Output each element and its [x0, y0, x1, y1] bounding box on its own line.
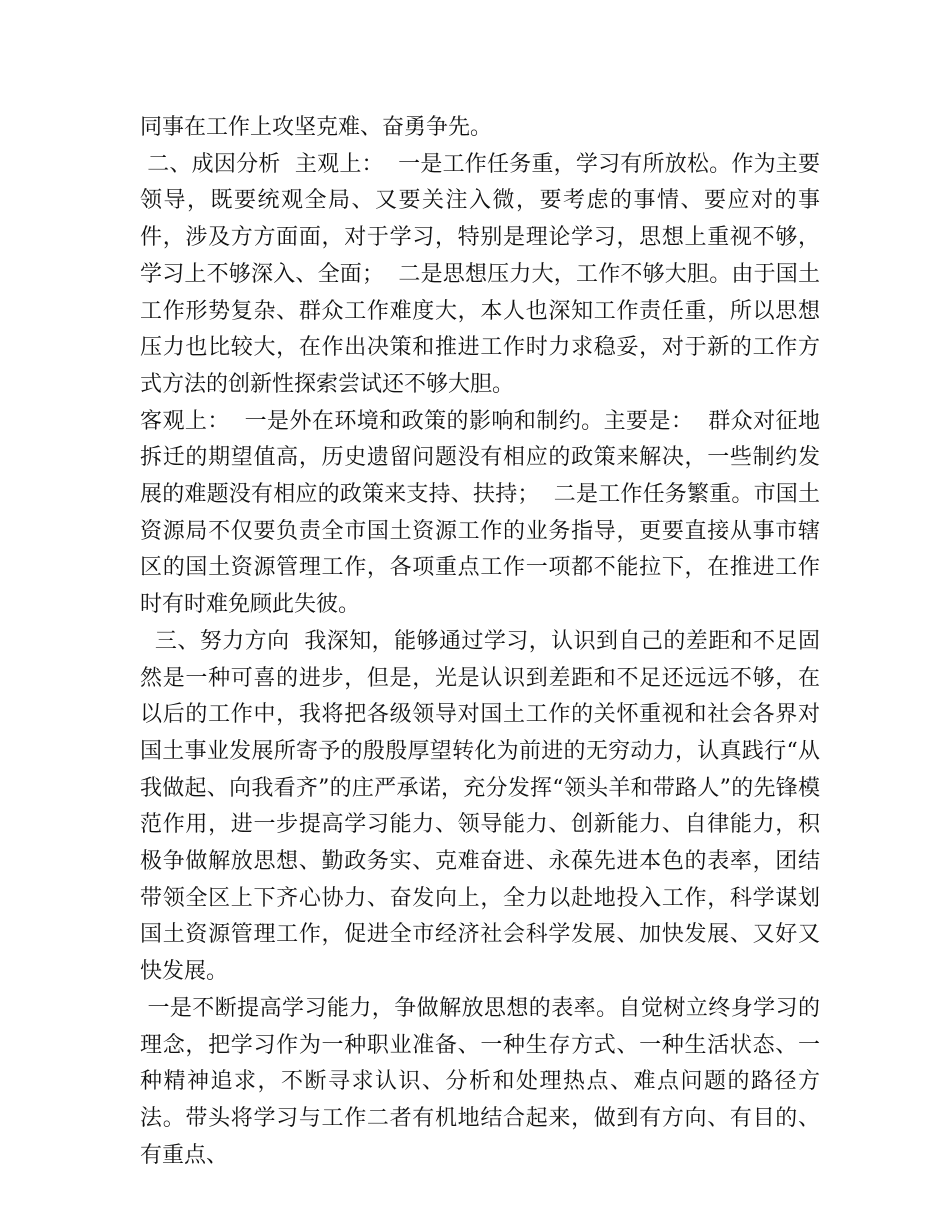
paragraph-objective-factors: 客观上： 一是外在环境和政策的影响和制约。主要是： 群众对征地拆迁的期望值高，历史遗留问题没有相应的政策来解决，一些制约发展的难题没有相应的政策来支持、扶持； 二是工作任务繁重。市国土资源局不仅要负责全市国土资源工作的业务指导，更要直接从事市辖区的国土资源管理工作，各项重点工作一项都不能拉下，在推进工作时有时难免顾此失彼。 — [140, 408, 820, 618]
paragraph-cause-analysis: 二、成因分析 主观上： 一是工作任务重，学习有所放松。作为主要领导，既要统观全局、又要关注入微，要考虑的事情、要应对的事件，涉及方方面面，对于学习，特别是理论学习，思想上重视不够，学习上不够深入、全面； 二是思想压力大，工作不够大胆。由于国土工作形势复杂、群众工作难度大，本人也深知工作责任重，所以思想压力也比较大，在作出决策和推进工作时力求稳妥，对于新的工作方式方法的创新性探索尝试还不够大胆。 — [140, 151, 820, 397]
paragraph-continuation: 同事在工作上攻坚克难、奋勇争先。 — [140, 115, 493, 140]
document-body — [140, 110, 820, 1174]
paragraph-direction: 三、努力方向 我深知，能够通过学习，认识到自己的差距和不足固然是一种可喜的进步，但是，光是认识到差距和不足还远远不够，在以后的工作中，我将把各级领导对国土工作的关怀重视和社会各界对国土事业发展所寄予的殷殷厚望转化为前进的无穷动力，认真践行“从我做起、向我看齐”的庄严承诺，充分发挥“领头羊和带路人”的先锋模范作用，进一步提高学习能力、领导能力、创新能力、自律能力，积极争做解放思想、勤政务实、克难奋进、永葆先进本色的表率，团结带领全区上下齐心协力、奋发向上，全力以赴地投入工作，科学谋划国土资源管理工作，促进全市经济社会科学发展、加快发展、又好又快发展。 — [140, 628, 820, 985]
paragraph-learning-ability: 一是不断提高学习能力，争做解放思想的表率。自觉树立终身学习的理念，把学习作为一种职业准备、一种生存方式、一种生活状态、一种精神追求，不断寻求认识、分析和处理热点、难点问题的路径方法。带头将学习与工作二者有机地结合起来，做到有方向、有目的、有重点、 — [140, 995, 820, 1168]
